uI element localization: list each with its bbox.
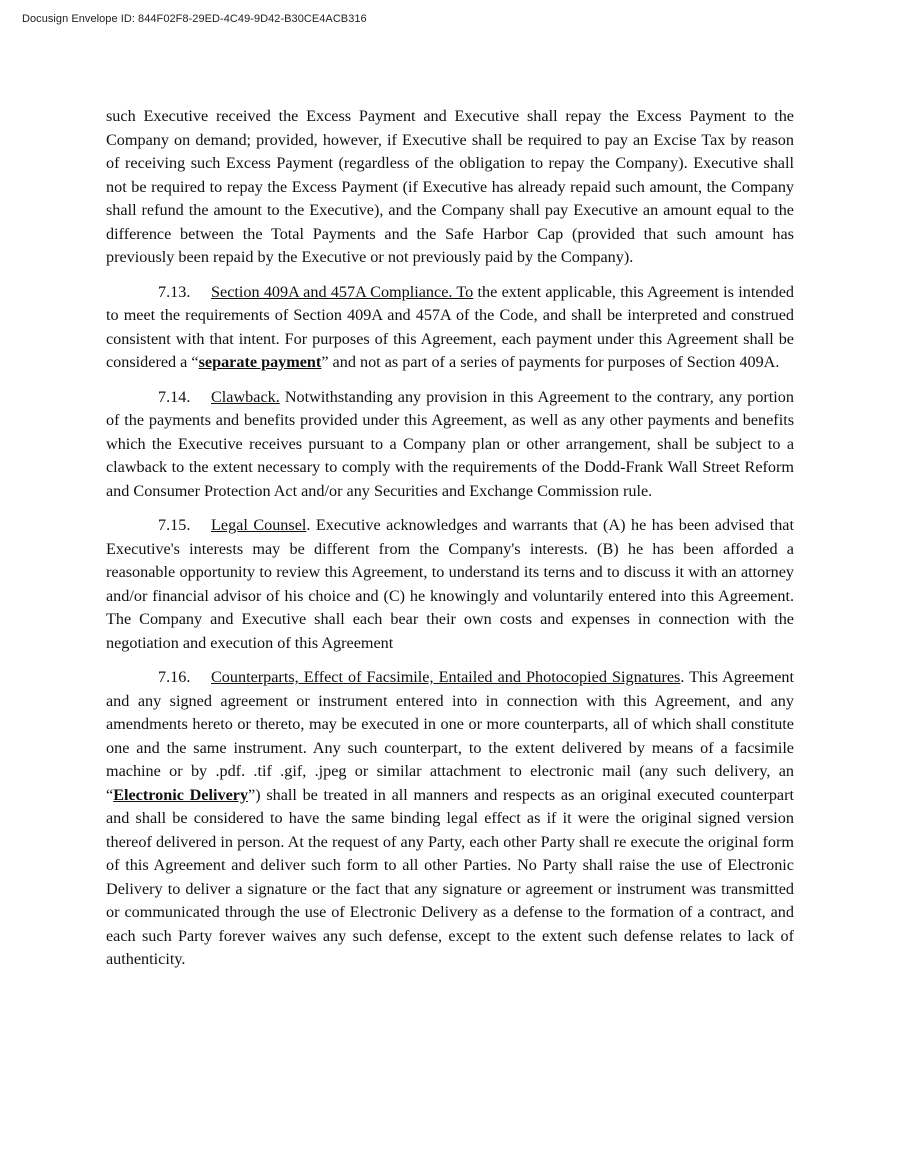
section-7-16 [106,666,794,972]
section-heading: Clawback. [211,387,280,406]
section-heading: Counterparts, Effect of Facsimile, Entailed and Photocopied Signatures [211,668,681,686]
section-number: 7.15. [158,516,191,534]
document-body [106,105,794,983]
section-text: . This Agreement and any signed agreement or instrument entered into in connection with this Agreement, and any amendments hereto or thereto, may be executed in one or more counterparts, all of which shall constitute one and the same instrument. Any such counterpart, to the extent delivered by means of a facsimile machine or by .pdf. .tif .gif, .jpeg or similar attachment to electronic mail (any such delivery, an “ [106,668,794,804]
section-heading: Legal Counsel [211,516,307,534]
section-7-13 [106,281,794,375]
defined-term: Electronic Delivery [113,785,249,804]
section-7-14 [106,386,794,504]
section-text: . Executive acknowledges and warrants that (A) he has been advised that Executive's interests may be different from the Company's interests. (B) he has been afforded a reasonable opportunity to review this Agreement, to understand its terns and to discuss it with an attorney and/or financial advisor of his choice and (C) he knowingly and voluntarily entered into this Agreement. The Company and Executive shall each bear their own costs and expenses in connection with the negotiation and execution of this Agreement [106,516,794,652]
section-text: Notwithstanding any provision in this Agreement to the contrary, any portion of the payments and benefits provided under this Agreement, as well as any other payments and benefits which the Executive receives pursuant to a Company plan or other arrangement, shall be subject to a clawback to the extent necessary to comply with the requirements of the Dodd-Frank Wall Street Reform and Consumer Protection Act and/or any Securities and Exchange Commission rule. [106,387,794,500]
section-heading: Section 409A and 457A Compliance. To [211,282,474,301]
section-number: 7.13. [158,282,191,301]
section-text: ” and not as part of a series of payments for purposes of Section 409A. [321,353,780,371]
defined-term: separate payment [198,353,322,371]
envelope-id-header: Docusign Envelope ID: 844F02F8-29ED-4C49-9D42-B30CE4ACB316 [22,13,367,25]
section-number: 7.16. [158,668,191,686]
section-text: the extent applicable, this Agreement is intended to meet the requirements of Section 409A and 457A of the Code, and shall be interpreted and construed consistent with that intent. For purposes of this Agreement, each payment under this Agreement shall be considered a “ [106,282,794,371]
section-number: 7.14. [158,387,191,406]
section-7-15 [106,514,794,655]
continuation-paragraph: such Executive received the Excess Payment and Executive shall repay the Excess Payment to the Company on demand; provided, however, if Executive shall be required to pay an Excise Tax by reason of receiving such Excess Payment (regardless of the obligation to repay the Company). Executive shall not be required to repay the Excess Payment (if Executive has already repaid such amount, the Company shall refund the amount to the Executive), and the Company shall pay Executive an amount equal to the difference between the Total Payments and the Safe Harbor Cap (provided that such amount has previously been repaid by the Executive or not previously paid by the Company). [106,107,794,266]
section-text: ”) shall be treated in all manners and respects as an original executed counterpart and shall be considered to have the same binding legal effect as if it were the original signed version thereof delivered in person. At the request of any Party, each other Party shall re execute the original form of this Agreement and deliver such form to all other Parties. No Party shall raise the use of Electronic Delivery to deliver a signature or the fact that any signature or agreement or instrument was transmitted or communicated through the use of Electronic Delivery as a defense to the formation of a contract, and each such Party forever waives any such defense, except to the extent such defense relates to lack of authenticity. [106,785,794,968]
